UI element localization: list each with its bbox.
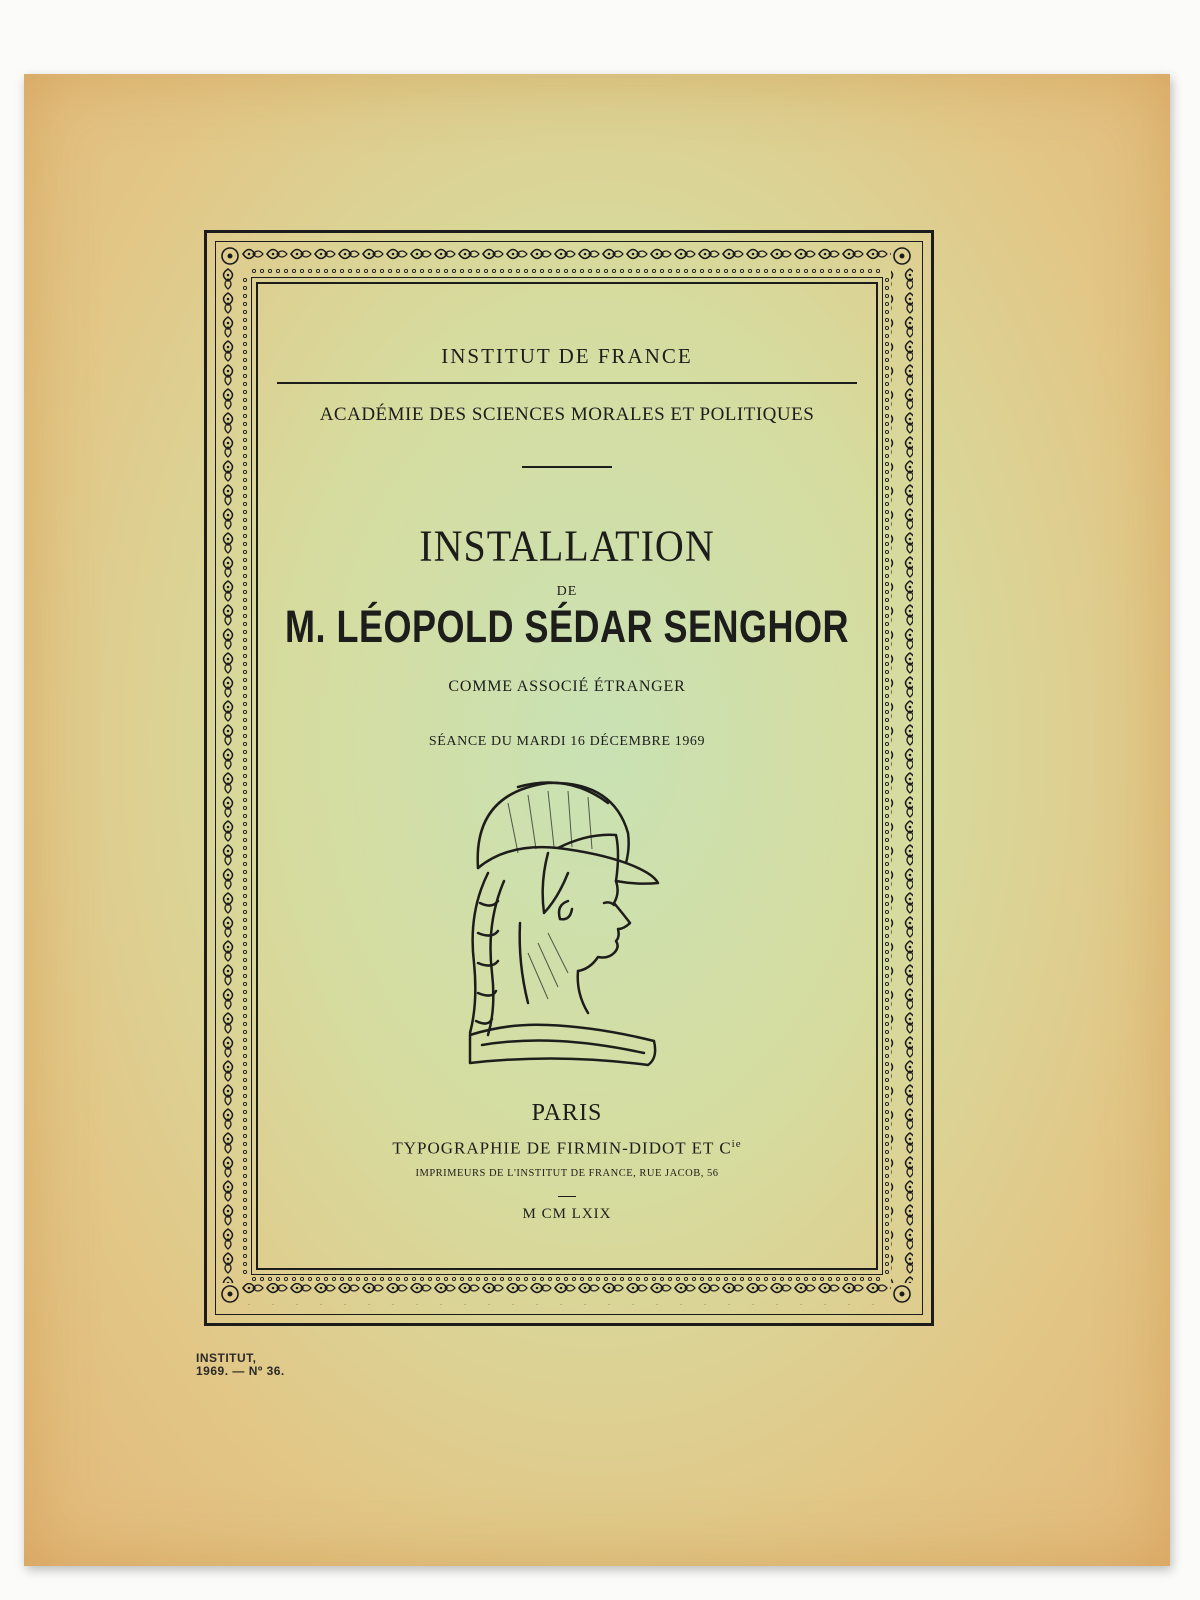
academy-heading: ACADÉMIE DES SCIENCES MORALES ET POLITIQUES bbox=[319, 404, 815, 425]
document-title: INSTALLATION bbox=[419, 520, 715, 571]
institution-heading: INSTITUT DE FRANCE bbox=[441, 344, 693, 368]
text-panel bbox=[251, 277, 883, 1275]
honoree-role: COMME ASSOCIÉ ÉTRANGER bbox=[448, 678, 686, 695]
session-date: SÉANCE DU MARDI 16 DÉCEMBRE 1969 bbox=[428, 734, 706, 749]
honoree-name: M. LÉOPOLD SÉDAR SENGHOR bbox=[284, 600, 850, 652]
heading-rule bbox=[277, 382, 857, 384]
year-divider bbox=[558, 1196, 576, 1197]
title-connector: DE bbox=[556, 584, 578, 599]
printer-address: IMPRIMEURS DE L'INSTITUT DE FRANCE, RUE JACOB, 56 bbox=[415, 1168, 719, 1179]
publication-city: PARIS bbox=[531, 1100, 603, 1126]
decorative-frame bbox=[204, 230, 934, 1326]
catalog-number: INSTITUT, 1969. — Nº 36. bbox=[196, 1351, 285, 1378]
printer-name: TYPOGRAPHIE DE FIRMIN-DIDOT ET $C^{ie}$ bbox=[392, 1138, 742, 1158]
helmeted-bust-illustration bbox=[448, 773, 668, 1073]
section-divider bbox=[522, 466, 612, 468]
booklet-cover bbox=[24, 74, 1170, 1566]
publication-year: M CM LXIX bbox=[522, 1206, 612, 1222]
